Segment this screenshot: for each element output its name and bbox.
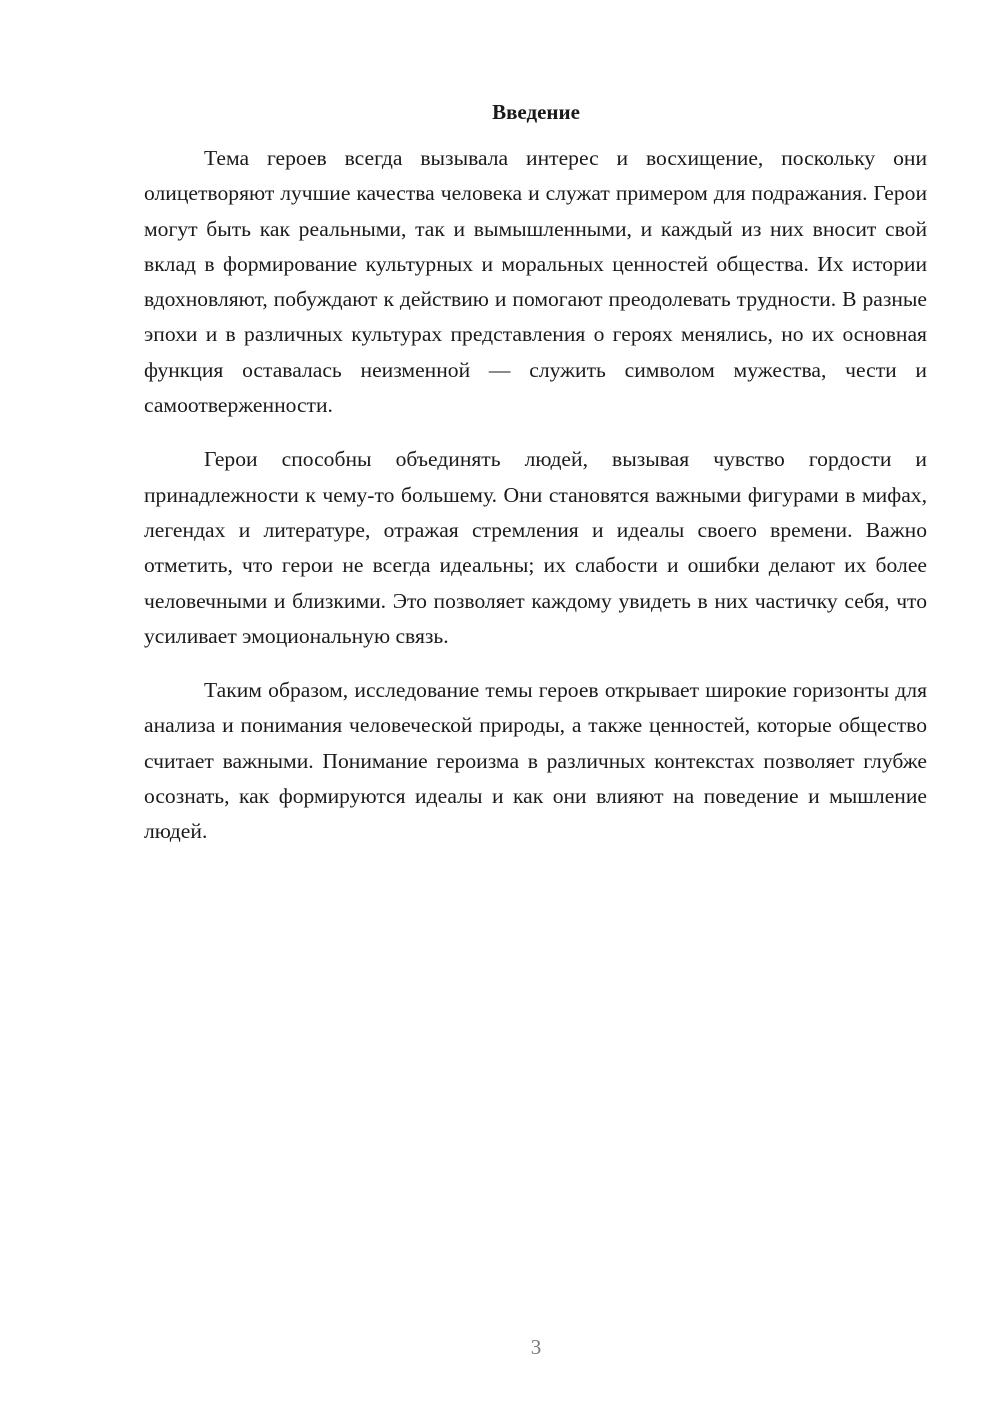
paragraph-2: Герои способны объединять людей, вызывая чувство гордости и принадлежности к чему-то большему. Они становятся важными фигурами в мифах, легендах и литературе, отражая стремления и идеалы своего времени. Важно отметить, что герои не всегда идеальны; их слабости и ошибки делают их более человечными и близкими. Это позволяет каждому увидеть в них частичку себя, что усиливает эмоциональную связь. bbox=[144, 447, 927, 648]
paragraph-1: Тема героев всегда вызывала интерес и восхищение, поскольку они олицетворяют лучшие качества человека и служат примером для подражания. Герои могут быть как реальными, так и вымышленными, и каждый из них вносит свой вклад в формирование культурных и моральных ценностей общества. Их истории вдохновляют, побуждают к действию и помогают преодолевать трудности. В разные эпохи и в различных культурах представления о героях менялись, но их основная функция оставалась неизменной — служить символом мужества, чести и самоотверженности. bbox=[144, 146, 927, 418]
section-heading: Введение bbox=[492, 100, 580, 124]
paragraph-3: Таким образом, исследование темы героев открывает широкие горизонты для анализа и понимания человеческой природы, а также ценностей, которые общество считает важными. Понимание героизма в различных контекстах позволяет глубже осознать, как формируются идеалы и как они влияют на поведение и мышление людей. bbox=[144, 678, 927, 844]
body-text bbox=[144, 141, 927, 869]
page-number: 3 bbox=[530, 1335, 542, 1359]
